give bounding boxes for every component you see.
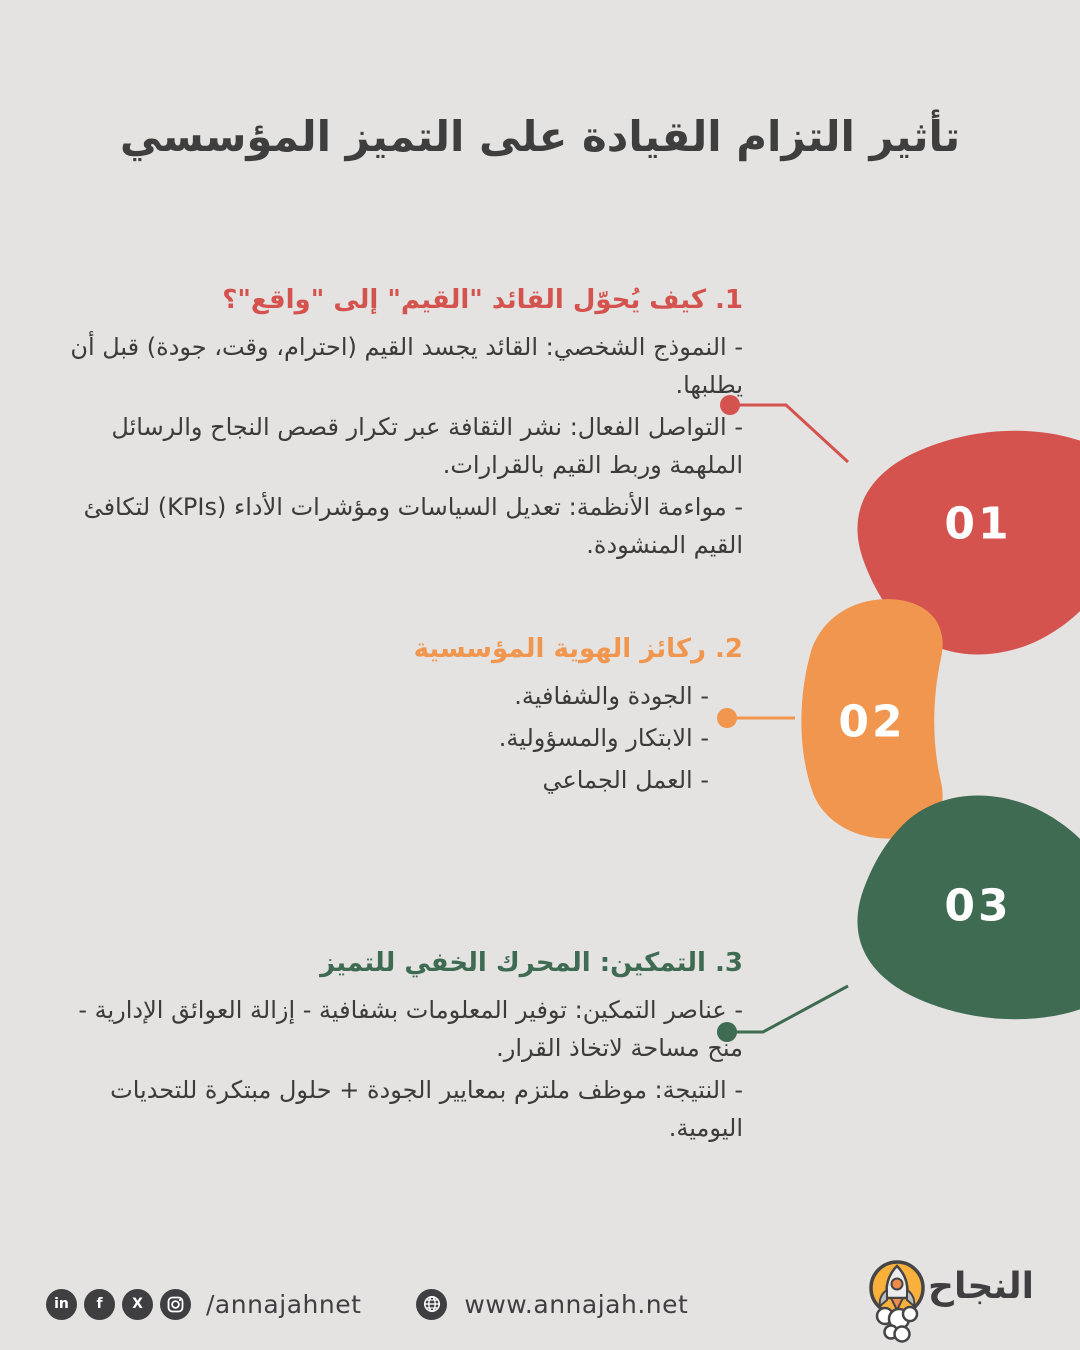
section-2-heading: 2. ركائز الهوية المؤسسية <box>413 634 743 664</box>
bullet: - الجودة والشفافية. <box>514 682 709 710</box>
bullet: - التواصل الفعال: نشر الثقافة عبر تكرار قصص النجاح والرسائل الملهمة وربط القيم بالقرارات. <box>111 412 743 479</box>
step-number-03: 03 <box>944 880 1012 932</box>
globe-icon <box>416 1289 447 1320</box>
section-2-bullets <box>43 678 743 800</box>
step-number-02: 02 <box>838 696 906 748</box>
section-identity-pillars <box>43 634 743 804</box>
bullet: - الابتكار والمسؤولية. <box>498 723 709 752</box>
section-leader-values <box>43 285 743 568</box>
section-1-heading: 1. كيف يُحوّل القائد "القيم" إلى "واقع"؟ <box>222 285 743 315</box>
section-3-bullets <box>43 992 743 1148</box>
bullet: - عناصر التمكين: توفير المعلومات بشفافية - إزالة العوائق الإدارية - منح مساحة لاتخاذ القرار. <box>78 996 743 1062</box>
bullet: - النموذج الشخصي: القائد يجسد القيم (احترام، وقت، جودة) قبل أن يطلبها. <box>70 333 743 399</box>
section-3-heading: 3. التمكين: المحرك الخفي للتميز <box>320 948 743 978</box>
instagram-icon[interactable] <box>160 1289 191 1320</box>
annajah-rocket-icon <box>858 1252 928 1348</box>
facebook-icon[interactable]: f <box>84 1289 115 1320</box>
globe-glyph <box>422 1294 442 1314</box>
step-number-01: 01 <box>944 498 1012 550</box>
footer-social-bar <box>46 1288 688 1320</box>
instagram-glyph <box>167 1296 184 1313</box>
connector-line-01 <box>730 405 848 462</box>
bullet: - العمل الجماعي <box>542 765 709 794</box>
social-handle[interactable]: /annajahnet <box>206 1289 362 1319</box>
bullet: - مواءمة الأنظمة: تعديل السياسات ومؤشرات الأداء (KPIs) لتكافئ القيم المنشودة. <box>83 492 743 559</box>
linkedin-icon[interactable]: in <box>46 1289 77 1320</box>
bullet: - النتيجة: موظف ملتزم بمعايير الجودة + حلول مبتكرة للتحديات اليومية. <box>110 1075 743 1142</box>
page-title: تأثير التزام القيادة على التميز المؤسسي <box>119 112 961 161</box>
annajah-logo <box>858 1252 1068 1348</box>
x-icon[interactable]: X <box>122 1289 153 1320</box>
website-url[interactable]: www.annajah.net <box>464 1289 689 1319</box>
connector-line-03 <box>727 986 848 1032</box>
section-1-bullets <box>43 329 743 564</box>
section-empowerment <box>43 948 743 1152</box>
brand-name: النجاح <box>928 1266 1034 1307</box>
